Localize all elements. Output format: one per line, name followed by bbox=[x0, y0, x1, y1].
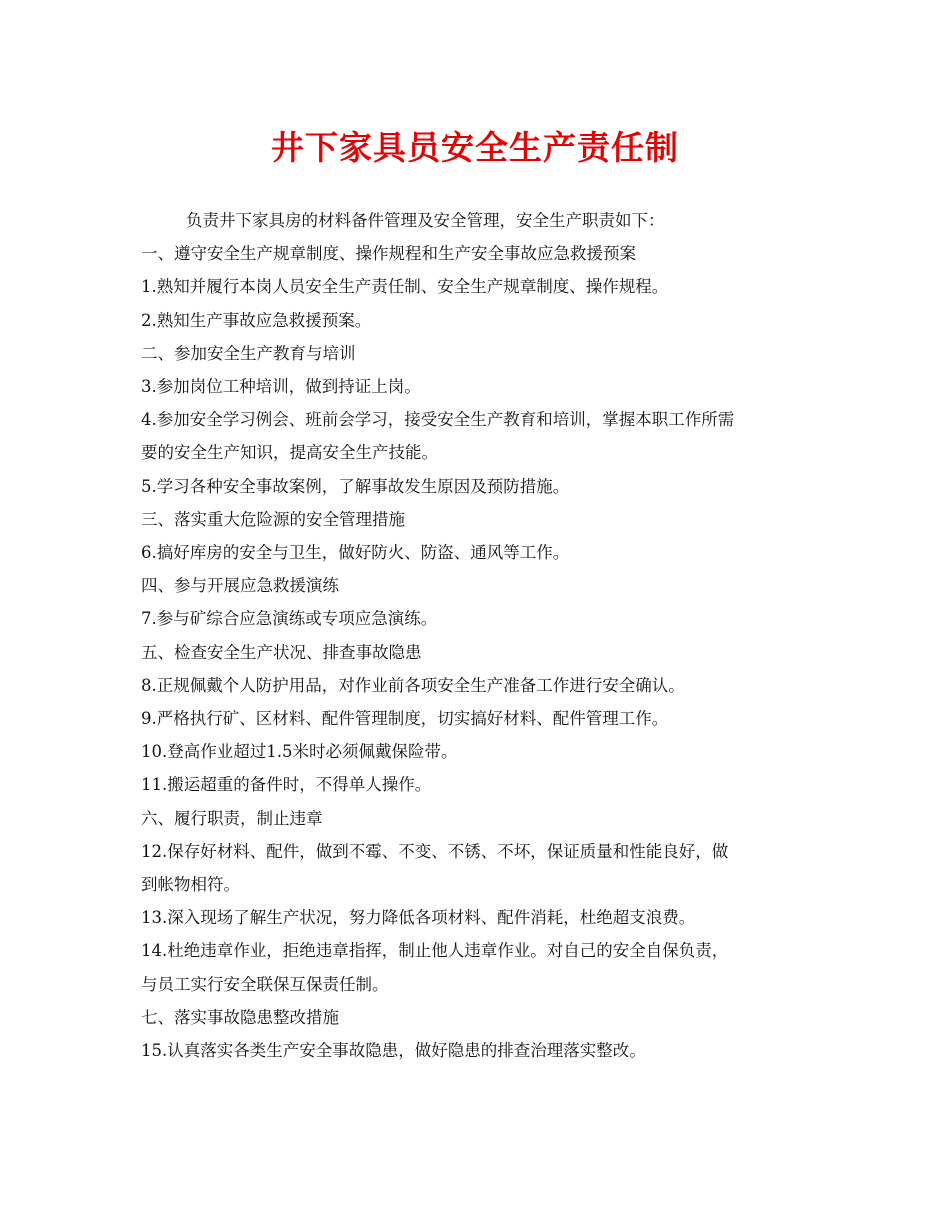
intro-paragraph: 负责井下家具房的材料备件管理及安全管理，安全生产职责如下： bbox=[186, 211, 665, 230]
document-title: 井下家具员安全生产责任制 bbox=[271, 128, 679, 167]
numbered-item: 14.杜绝违章作业，拒绝违章指挥，制止他人违章作业。对自己的安全自保负责， bbox=[141, 941, 729, 961]
numbered-item-continuation: 到帐物相符。 bbox=[141, 875, 240, 895]
section-heading: 七、落实事故隐患整改措施 bbox=[141, 1007, 339, 1027]
numbered-item: 5.学习各种安全事故案例，了解事故发生原因及预防措施。 bbox=[141, 476, 570, 496]
numbered-item: 1.熟知并履行本岗人员安全生产责任制、安全生产规章制度、操作规程。 bbox=[141, 277, 669, 297]
numbered-item: 2.熟知生产事故应急救援预案。 bbox=[141, 310, 372, 330]
numbered-item: 15.认真落实各类生产安全事故隐患，做好隐患的排查治理落实整改。 bbox=[141, 1041, 646, 1061]
numbered-item: 7.参与矿综合应急演练或专项应急演练。 bbox=[141, 609, 438, 629]
numbered-item: 12.保存好材料、配件，做到不霉、不变、不锈、不坏，保证质量和性能良好，做 bbox=[141, 841, 729, 861]
section-heading: 六、履行职责，制止违章 bbox=[141, 808, 323, 828]
section-heading: 二、参加安全生产教育与培训 bbox=[141, 343, 356, 363]
numbered-item-continuation: 要的安全生产知识，提高安全生产技能。 bbox=[141, 443, 438, 463]
document-body bbox=[141, 204, 821, 1067]
numbered-item: 6.搞好库房的安全与卫生，做好防火、防盗、通风等工作。 bbox=[141, 543, 570, 563]
section-heading: 三、落实重大危险源的安全管理措施 bbox=[141, 509, 405, 529]
section-heading: 一、遵守安全生产规章制度、操作规程和生产安全事故应急救援预案 bbox=[141, 244, 636, 264]
numbered-item: 9.严格执行矿、区材料、配件管理制度，切实搞好材料、配件管理工作。 bbox=[141, 709, 669, 729]
numbered-item: 13.深入现场了解生产状况，努力降低各项材料、配件消耗，杜绝超支浪费。 bbox=[141, 908, 696, 928]
numbered-item: 11.搬运超重的备件时，不得单人操作。 bbox=[141, 775, 432, 795]
numbered-item: 4.参加安全学习例会、班前会学习，接受安全生产教育和培训，掌握本职工作所需 bbox=[141, 410, 735, 430]
numbered-item: 10.登高作业超过1.5米时必须佩戴保险带。 bbox=[141, 742, 458, 762]
numbered-item: 3.参加岗位工种培训，做到持证上岗。 bbox=[141, 377, 421, 397]
section-heading: 五、检查安全生产状况、排查事故隐患 bbox=[141, 642, 422, 662]
section-heading: 四、参与开展应急救援演练 bbox=[141, 576, 339, 596]
numbered-item: 8.正规佩戴个人防护用品，对作业前各项安全生产准备工作进行安全确认。 bbox=[141, 675, 685, 695]
numbered-item-continuation: 与员工实行安全联保互保责任制。 bbox=[141, 974, 389, 994]
